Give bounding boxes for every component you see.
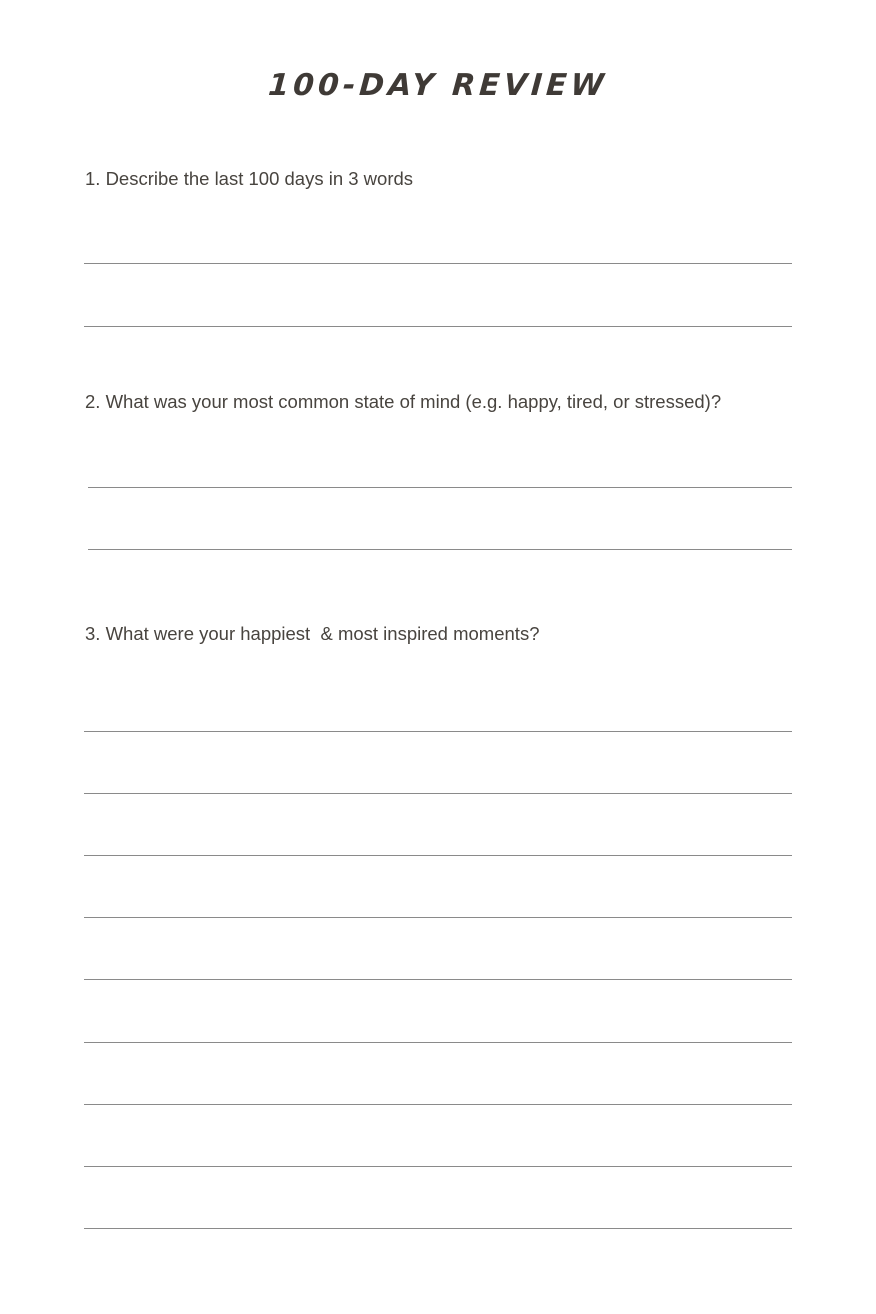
q3-answer-line-1[interactable] <box>84 731 792 732</box>
page-title: 100-DAY REVIEW <box>267 68 609 103</box>
q1-answer-line-1[interactable] <box>84 263 792 264</box>
question-2-label: 2. What was your most common state of mind (e.g. happy, tired, or stressed)? <box>85 391 722 412</box>
q3-answer-line-2[interactable] <box>84 793 792 794</box>
question-1-label: 1. Describe the last 100 days in 3 words <box>85 168 414 189</box>
q3-answer-line-9[interactable] <box>84 1228 792 1229</box>
q1-answer-line-2[interactable] <box>84 326 792 327</box>
q3-answer-line-3[interactable] <box>84 855 792 856</box>
question-3-label: 3. What were your happiest & most inspired moments? <box>85 623 540 644</box>
q2-answer-line-1[interactable] <box>88 487 792 488</box>
q2-answer-line-2[interactable] <box>88 549 792 550</box>
q3-answer-line-5[interactable] <box>84 979 792 980</box>
q3-answer-line-8[interactable] <box>84 1166 792 1167</box>
q3-answer-line-6[interactable] <box>84 1042 792 1043</box>
q3-answer-line-4[interactable] <box>84 917 792 918</box>
q3-answer-line-7[interactable] <box>84 1104 792 1105</box>
